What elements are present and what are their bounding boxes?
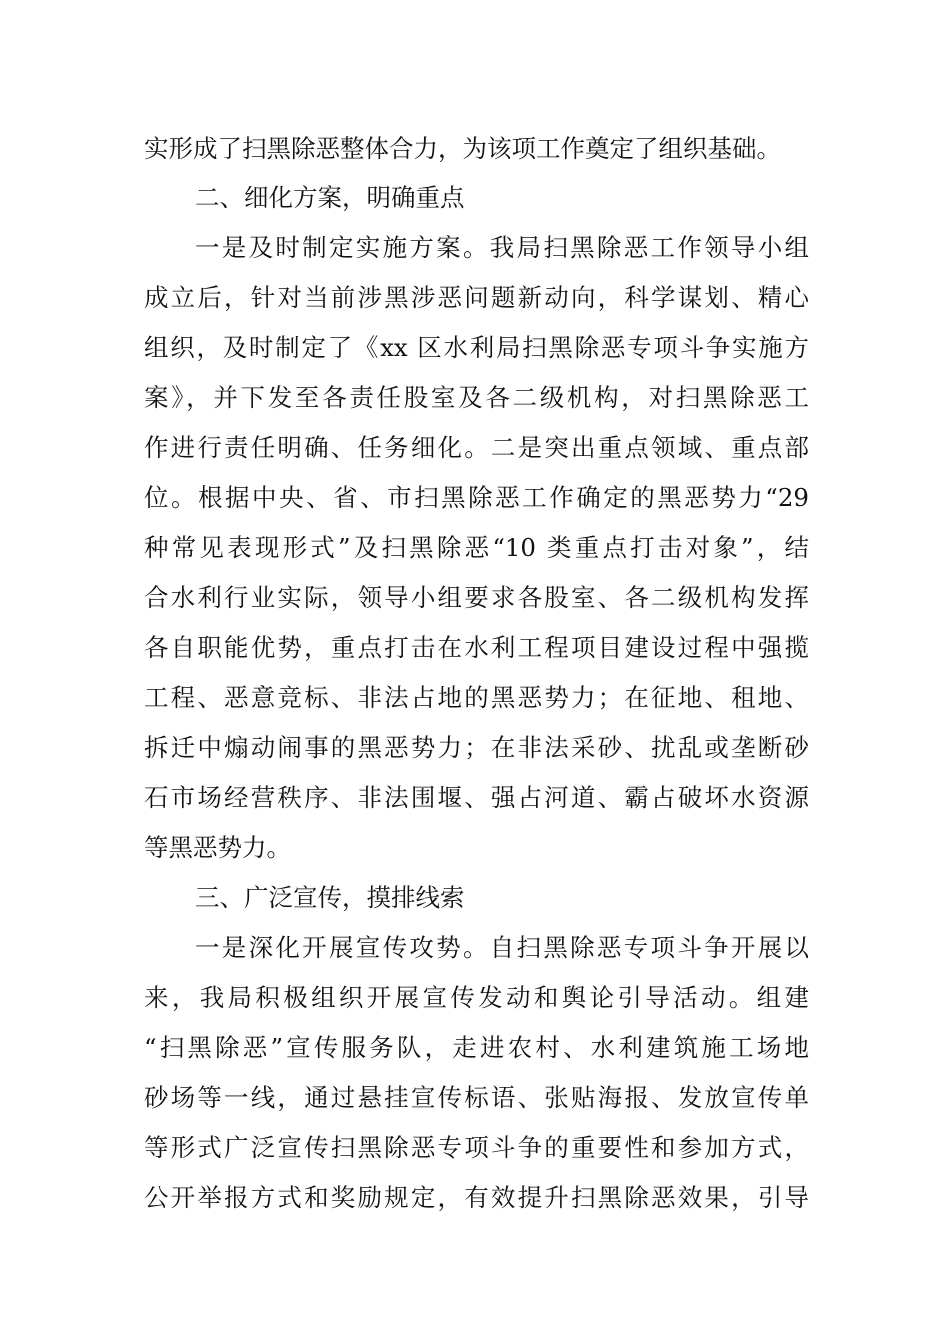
text-line: 实形成了扫黑除恶整体合力，为该项工作奠定了组织基础。 (144, 134, 781, 163)
section-heading: 三、广泛宣传，摸排线索 (195, 883, 465, 912)
text-line: 等形式广泛宣传扫黑除恶专项斗争的重要性和参加方式， (144, 1133, 809, 1162)
text-line: 砂场等一线，通过悬挂宣传标语、张贴海报、发放宣传单 (144, 1083, 809, 1112)
text-line: 种常见表现形式”及扫黑除恶“10 类重点打击对象”，结 (144, 533, 809, 562)
text-line: 公开举报方式和奖励规定，有效提升扫黑除恶效果，引导 (144, 1183, 809, 1212)
text-line: 工程、恶意竞标、非法占地的黑恶势力；在征地、租地、 (144, 683, 809, 712)
text-line: 来，我局积极组织开展宣传发动和舆论引导活动。组建 (144, 983, 809, 1012)
text-line: 作进行责任明确、任务细化。二是突出重点领域、重点部 (144, 433, 809, 462)
text-line: 石市场经营秩序、非法围堰、强占河道、霸占破坏水资源 (144, 783, 809, 812)
text-line: 等黑恶势力。 (144, 833, 291, 862)
text-line: 一是及时制定实施方案。我局扫黑除恶工作领导小组 (195, 233, 809, 262)
text-line: 拆迁中煽动闹事的黑恶势力；在非法采砂、扰乱或垄断砂 (144, 733, 809, 762)
text-line: 各自职能优势，重点打击在水利工程项目建设过程中强揽 (144, 633, 809, 662)
text-line: 案》，并下发至各责任股室及各二级机构，对扫黑除恶工 (144, 383, 809, 412)
text-line: 合水利行业实际，领导小组要求各股室、各二级机构发挥 (144, 583, 809, 612)
text-line: “扫黑除恶”宣传服务队，走进农村、水利建筑施工场地 (144, 1033, 809, 1062)
text-line: 一是深化开展宣传攻势。自扫黑除恶专项斗争开展以 (195, 933, 809, 962)
section-heading: 二、细化方案，明确重点 (195, 183, 465, 212)
text-line: 位。根据中央、省、市扫黑除恶工作确定的黑恶势力“29 (144, 483, 809, 512)
text-line: 成立后，针对当前涉黑涉恶问题新动向，科学谋划、精心 (144, 283, 809, 312)
text-line: 组织，及时制定了《xx 区水利局扫黑除恶专项斗争实施方 (144, 333, 809, 362)
